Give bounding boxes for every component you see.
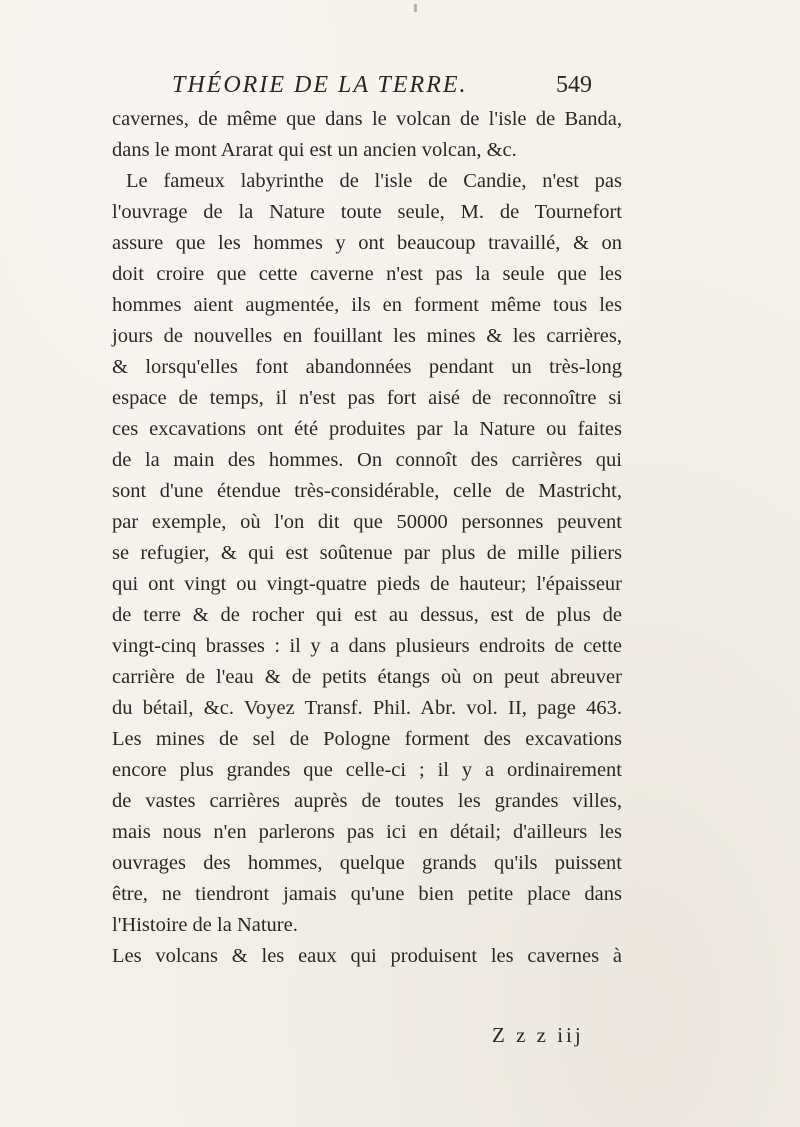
text-line: être, ne tiendront jamais qu'une bien petite place dans (112, 883, 622, 905)
text-line: par exemple, où l'on dit que 50000 personnes peuvent (112, 511, 622, 533)
text-line: carrière de l'eau & de petits étangs où on peut abreuver (112, 666, 622, 688)
text-line: ouvrages des hommes, quelque grands qu'ils puissent (112, 852, 622, 874)
text-line: l'ouvrage de la Nature toute seule, M. de Tournefort (112, 201, 622, 223)
text-line: encore plus grandes que celle-ci ; il y a ordinairement (112, 759, 622, 781)
text-line: qui ont vingt ou vingt-quatre pieds de hauteur; l'épaisseur (112, 573, 622, 595)
text-line: doit croire que cette caverne n'est pas la seule que les (112, 263, 622, 285)
text-line: cavernes, de même que dans le volcan de l'isle de Banda, (112, 108, 622, 130)
text-line: dans le mont Ararat qui est un ancien volcan, &c. (112, 139, 517, 161)
text-line: du bétail, &c. Voyez Transf. Phil. Abr. vol. II, page 463. (112, 697, 622, 719)
text-line: hommes aient augmentée, ils en forment même tous les (112, 294, 622, 316)
text-line: Le fameux labyrinthe de l'isle de Candie, n'est pas (126, 170, 622, 192)
text-line: de terre & de rocher qui est au dessus, est de plus de (112, 604, 622, 626)
text-line: assure que les hommes y ont beaucoup travaillé, & on (112, 232, 622, 254)
text-line: Les mines de sel de Pologne forment des excavations (112, 728, 622, 750)
text-line: sont d'une étendue très-considérable, celle de Mastricht, (112, 480, 622, 502)
text-line: de vastes carrières auprès de toutes les grandes villes, (112, 790, 622, 812)
running-title: THÉORIE DE LA TERRE. (172, 72, 468, 98)
text-line: & lorsqu'elles font abandonnées pendant un très-long (112, 356, 622, 378)
text-line: vingt-cinq brasses : il y a dans plusieurs endroits de cette (112, 635, 622, 657)
text-line: ces excavations ont été produites par la Nature ou faites (112, 418, 622, 440)
text-line: de la main des hommes. On connoît des carrières qui (112, 449, 622, 471)
text-line: mais nous n'en parlerons pas ici en détail; d'ailleurs les (112, 821, 622, 843)
margin-speck (414, 4, 417, 12)
signature-mark: Z z z iij (492, 1023, 584, 1047)
text-line: se refugier, & qui est soûtenue par plus de mille piliers (112, 542, 622, 564)
text-line: espace de temps, il n'est pas fort aisé de reconnoître si (112, 387, 622, 409)
page-number: 549 (556, 72, 592, 98)
text-line: l'Histoire de la Nature. (112, 914, 298, 936)
text-line: Les volcans & les eaux qui produisent les cavernes à (112, 945, 622, 967)
body-text (112, 104, 622, 972)
text-line: jours de nouvelles en fouillant les mines & les carrières, (112, 325, 622, 347)
